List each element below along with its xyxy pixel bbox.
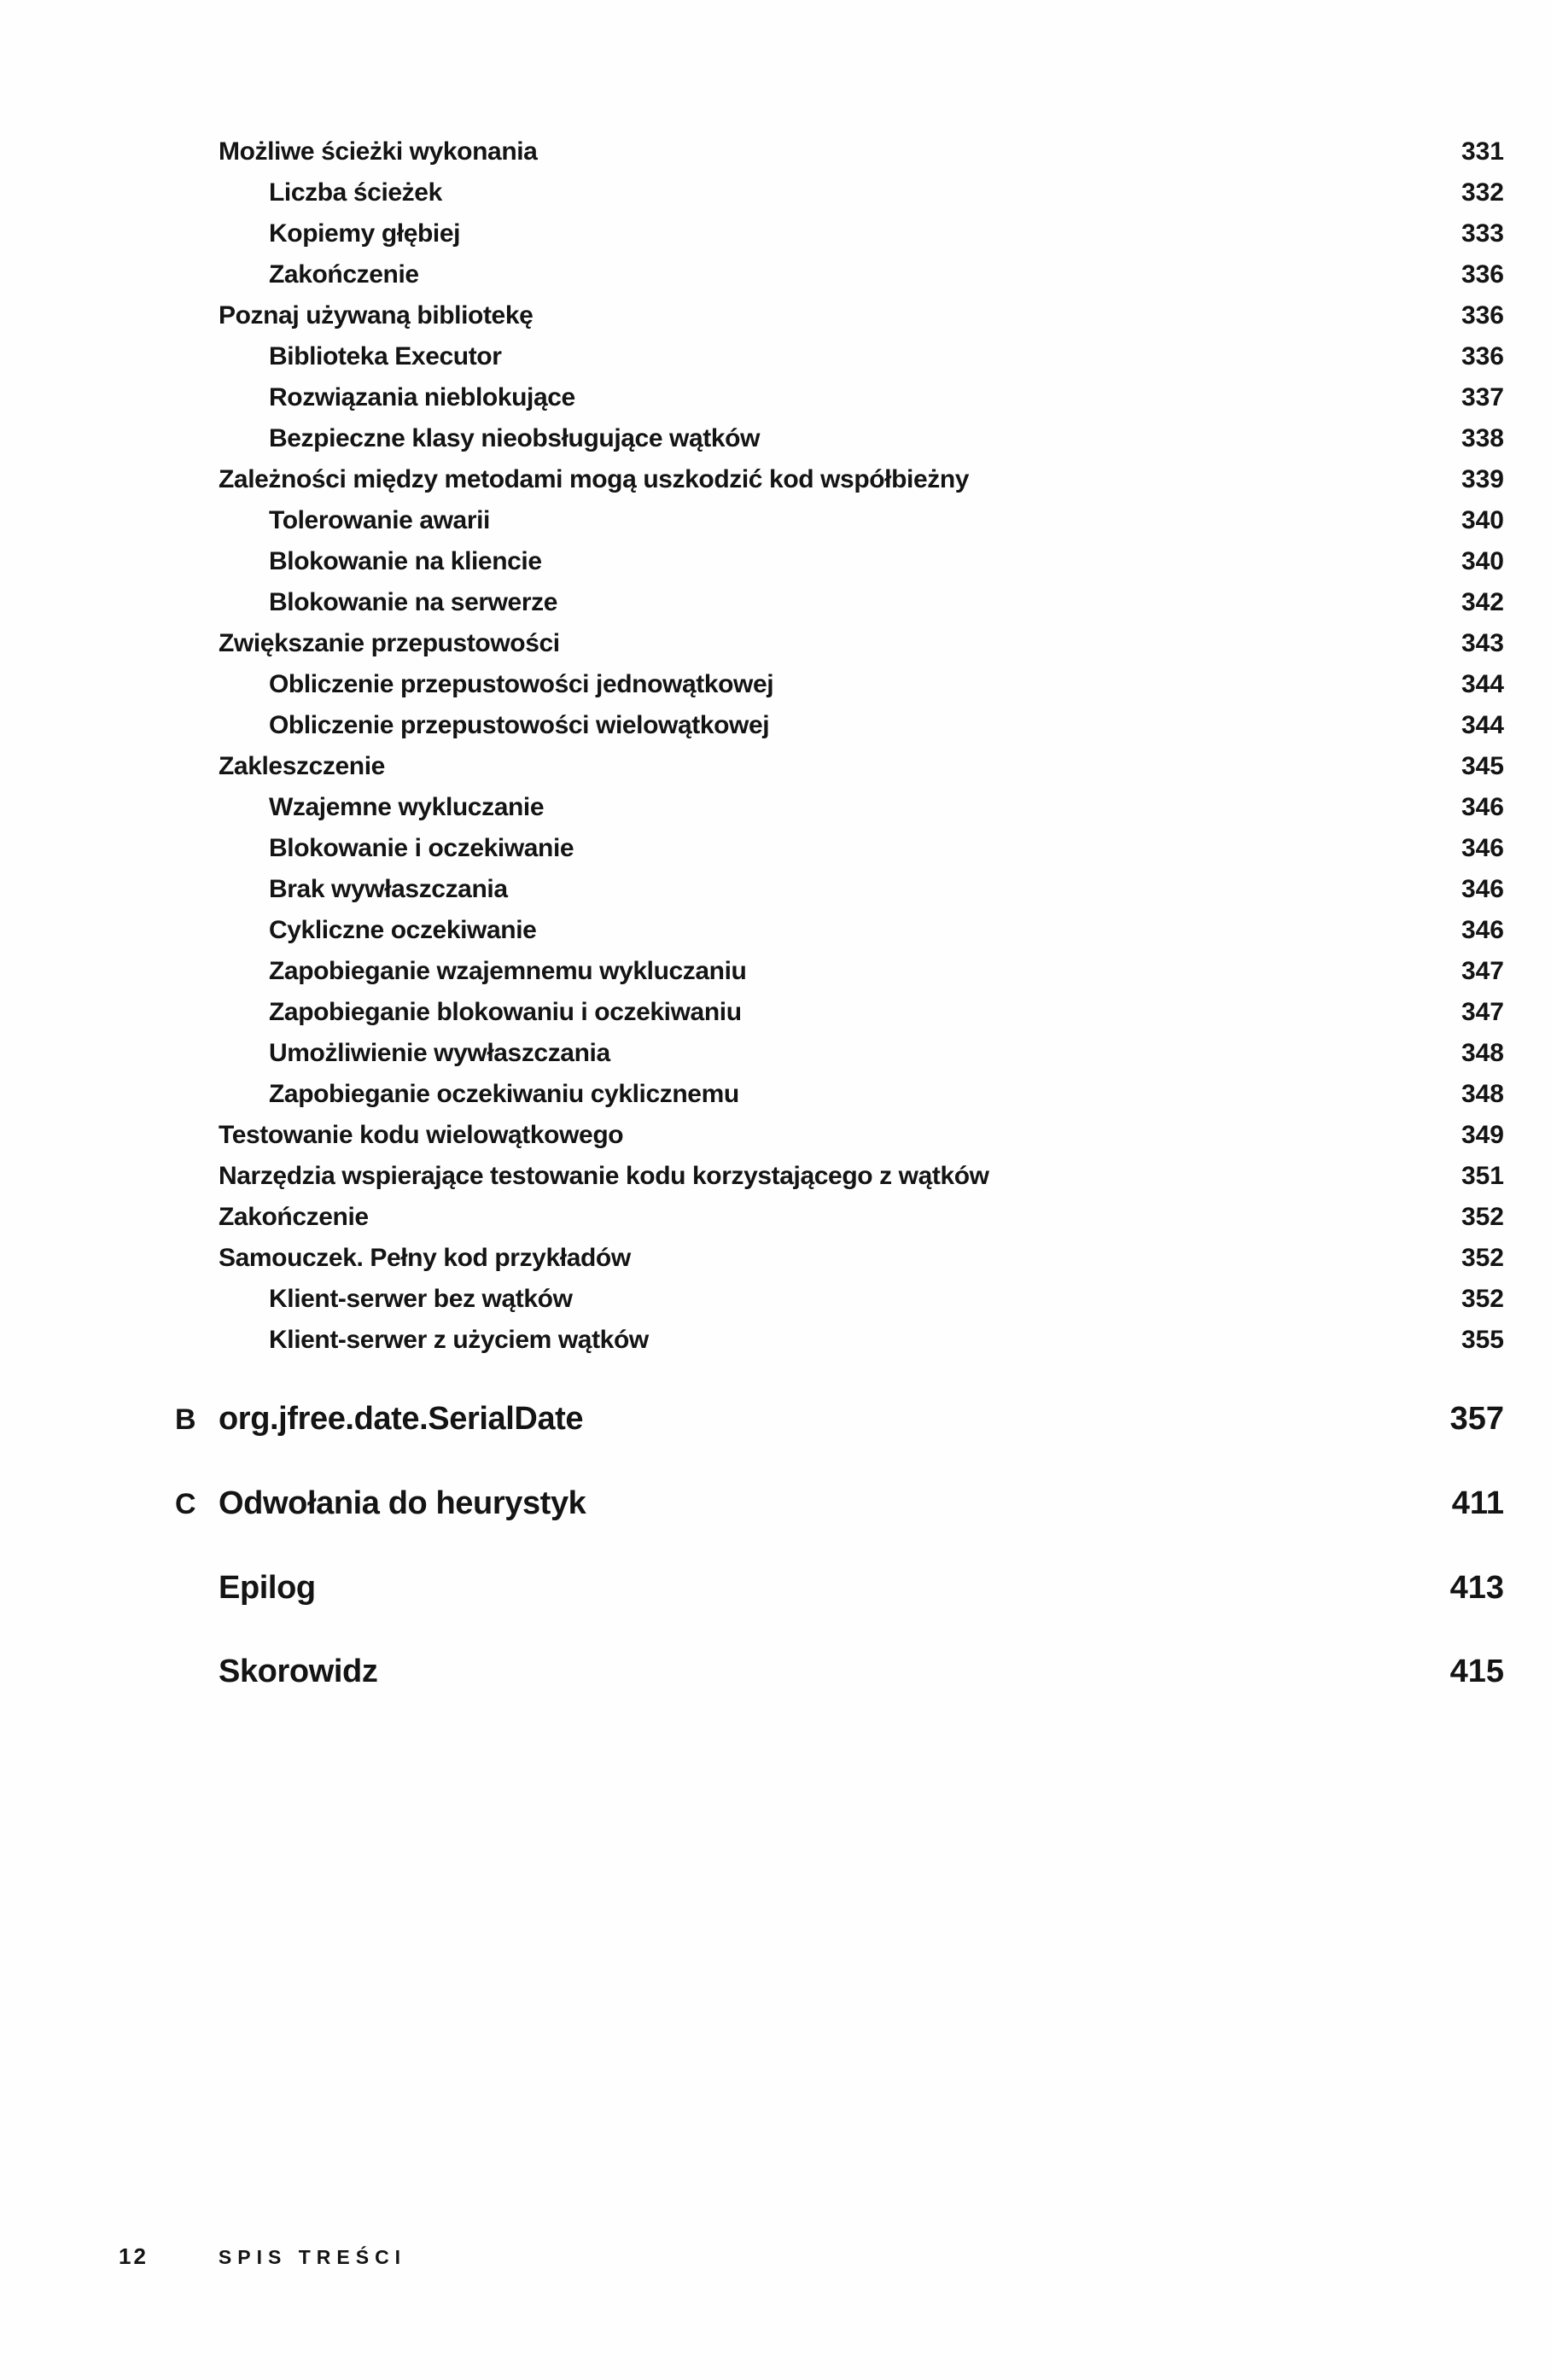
toc-entry bbox=[175, 1320, 1504, 1361]
toc-entry bbox=[175, 705, 1504, 746]
toc-entry-title: Wzajemne wykluczanie bbox=[269, 793, 545, 821]
toc-entry bbox=[175, 746, 1504, 787]
toc-entry-page: 346 bbox=[1461, 793, 1504, 821]
toc-entry bbox=[175, 172, 1504, 213]
appendix-entry-page: 413 bbox=[1449, 1570, 1504, 1606]
toc-entry-page: 351 bbox=[1461, 1162, 1504, 1190]
toc-entry-page: 347 bbox=[1461, 998, 1504, 1026]
toc-entry-title: Umożliwienie wywłaszczania bbox=[269, 1039, 610, 1067]
toc-entry bbox=[175, 828, 1504, 869]
appendix-entry-title: Skorowidz bbox=[219, 1654, 378, 1689]
toc-entry-title: Obliczenie przepustowości wielowątkowej bbox=[269, 711, 770, 739]
toc-entry-title: Narzędzia wspierające testowanie kodu korzystającego z wątków bbox=[219, 1162, 989, 1190]
toc-entry bbox=[175, 1074, 1504, 1115]
toc-entry-page: 344 bbox=[1461, 670, 1504, 698]
toc-entry-page: 343 bbox=[1461, 629, 1504, 657]
toc-entry-page: 348 bbox=[1461, 1039, 1504, 1067]
toc-entry-title: Tolerowanie awarii bbox=[269, 506, 490, 534]
appendix-entry-page: 411 bbox=[1451, 1485, 1504, 1521]
toc-entry-title: Klient-serwer z użyciem wątków bbox=[269, 1326, 649, 1354]
toc-entry-page: 352 bbox=[1461, 1244, 1504, 1272]
toc-entry-page: 347 bbox=[1461, 957, 1504, 985]
toc-entry-page: 355 bbox=[1461, 1326, 1504, 1354]
toc-entry bbox=[175, 664, 1504, 705]
page-footer bbox=[119, 2243, 406, 2270]
toc-entry bbox=[175, 500, 1504, 541]
appendix-entry bbox=[175, 1483, 1504, 1525]
toc-entry-page: 346 bbox=[1461, 875, 1504, 903]
toc-entry bbox=[175, 787, 1504, 828]
appendix-entry-page: 415 bbox=[1449, 1654, 1504, 1689]
toc-entry-title: Bezpieczne klasy nieobsługujące wątków bbox=[269, 424, 761, 452]
toc-entry-title: Biblioteka Executor bbox=[269, 342, 502, 370]
toc-entry-page: 340 bbox=[1461, 547, 1504, 575]
appendix-entry bbox=[175, 1567, 1504, 1608]
toc-entry-page: 346 bbox=[1461, 834, 1504, 862]
toc-entry-title: Cykliczne oczekiwanie bbox=[269, 916, 537, 944]
toc-entry bbox=[175, 295, 1504, 336]
table-of-contents bbox=[175, 131, 1504, 1361]
toc-entry bbox=[175, 459, 1504, 500]
toc-entry-page: 340 bbox=[1461, 506, 1504, 534]
appendix-entry bbox=[175, 1651, 1504, 1692]
toc-entry-title: Obliczenie przepustowości jednowątkowej bbox=[269, 670, 774, 698]
footer-section-label: SPIS TREŚCI bbox=[218, 2246, 407, 2268]
toc-entry-page: 348 bbox=[1461, 1080, 1504, 1108]
toc-entry bbox=[175, 869, 1504, 910]
toc-entry bbox=[175, 377, 1504, 418]
toc-entry bbox=[175, 1156, 1504, 1197]
toc-entry-page: 336 bbox=[1461, 301, 1504, 330]
toc-entry bbox=[175, 254, 1504, 295]
toc-entry-page: 337 bbox=[1461, 383, 1504, 411]
toc-entry bbox=[175, 1033, 1504, 1074]
toc-entry-page: 349 bbox=[1461, 1121, 1504, 1149]
toc-entry-page: 332 bbox=[1461, 178, 1504, 207]
toc-entry-title: Zależności między metodami mogą uszkodzić kod współbieżny bbox=[219, 465, 970, 493]
toc-entry-page: 345 bbox=[1461, 752, 1504, 780]
toc-entry bbox=[175, 418, 1504, 459]
toc-entry bbox=[175, 213, 1504, 254]
toc-entry-page: 336 bbox=[1461, 342, 1504, 370]
toc-entry-page: 331 bbox=[1461, 137, 1504, 166]
toc-entry-title: Rozwiązania nieblokujące bbox=[269, 383, 575, 411]
toc-entry-title: Kopiemy głębiej bbox=[269, 219, 461, 248]
toc-entry bbox=[175, 336, 1504, 377]
appendix-entry-title: org.jfree.date.SerialDate bbox=[219, 1401, 584, 1437]
toc-entry bbox=[175, 131, 1504, 172]
toc-entry-title: Brak wywłaszczania bbox=[269, 875, 508, 903]
toc-entry-title: Zakończenie bbox=[219, 1203, 369, 1231]
toc-entry-title: Klient-serwer bez wątków bbox=[269, 1285, 573, 1313]
toc-entry-page: 346 bbox=[1461, 916, 1504, 944]
toc-entry bbox=[175, 1279, 1504, 1320]
toc-entry-title: Zakleszczenie bbox=[219, 752, 385, 780]
toc-entry bbox=[175, 582, 1504, 623]
toc-entry-title: Blokowanie i oczekiwanie bbox=[269, 834, 574, 862]
appendix-entry-letter: C bbox=[175, 1488, 196, 1520]
toc-entry bbox=[175, 1115, 1504, 1156]
appendix-entry-title: Odwołania do heurystyk bbox=[219, 1485, 586, 1521]
toc-entry-title: Zapobieganie blokowaniu i oczekiwaniu bbox=[269, 998, 742, 1026]
toc-entry bbox=[175, 1238, 1504, 1279]
toc-entry-title: Liczba ścieżek bbox=[269, 178, 442, 207]
toc-entry bbox=[175, 623, 1504, 664]
toc-entry bbox=[175, 910, 1504, 951]
toc-entry-title: Poznaj używaną bibliotekę bbox=[219, 301, 534, 330]
appendix-list bbox=[175, 1398, 1504, 1692]
toc-entry-page: 352 bbox=[1461, 1203, 1504, 1231]
toc-entry-title: Możliwe ścieżki wykonania bbox=[219, 137, 538, 166]
toc-content bbox=[175, 131, 1504, 1692]
toc-entry-title: Zwiększanie przepustowości bbox=[219, 629, 560, 657]
toc-entry bbox=[175, 1197, 1504, 1238]
toc-entry-title: Zapobieganie oczekiwaniu cyklicznemu bbox=[269, 1080, 739, 1108]
footer-page-number: 12 bbox=[119, 2243, 149, 2269]
toc-entry-title: Samouczek. Pełny kod przykładów bbox=[219, 1244, 631, 1272]
toc-entry-page: 336 bbox=[1461, 260, 1504, 289]
toc-entry-title: Blokowanie na serwerze bbox=[269, 588, 558, 616]
toc-entry bbox=[175, 541, 1504, 582]
toc-entry bbox=[175, 992, 1504, 1033]
toc-entry-title: Zakończenie bbox=[269, 260, 419, 289]
toc-entry-page: 339 bbox=[1461, 465, 1504, 493]
toc-entry-title: Testowanie kodu wielowątkowego bbox=[219, 1121, 624, 1149]
appendix-entry-page: 357 bbox=[1449, 1401, 1504, 1437]
toc-entry-page: 338 bbox=[1461, 424, 1504, 452]
appendix-entry-title: Epilog bbox=[219, 1570, 316, 1606]
appendix-entry bbox=[175, 1398, 1504, 1440]
appendix-entry-letter: B bbox=[175, 1403, 196, 1436]
toc-entry-page: 342 bbox=[1461, 588, 1504, 616]
toc-entry bbox=[175, 951, 1504, 992]
toc-entry-title: Blokowanie na kliencie bbox=[269, 547, 542, 575]
toc-entry-title: Zapobieganie wzajemnemu wykluczaniu bbox=[269, 957, 747, 985]
toc-entry-page: 352 bbox=[1461, 1285, 1504, 1313]
toc-entry-page: 333 bbox=[1461, 219, 1504, 248]
toc-entry-page: 344 bbox=[1461, 711, 1504, 739]
